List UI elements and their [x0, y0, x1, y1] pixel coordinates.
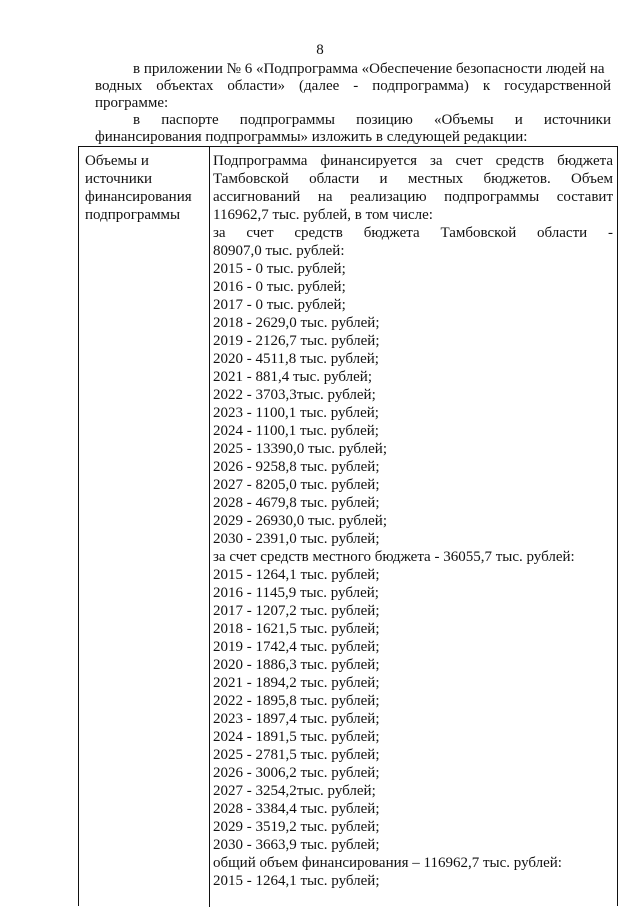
content-line: 2026 - 9258,8 тыс. рублей; — [213, 459, 380, 475]
content-line: 2018 - 2629,0 тыс. рублей; — [213, 315, 380, 331]
label-cell — [85, 152, 205, 224]
content-line: 2023 - 1100,1 тыс. рублей; — [213, 405, 379, 421]
intro-line-1: в приложении № 6 «Подпрограмма «Обеспечение безопасности людей на — [133, 61, 605, 77]
content-line: 2018 - 1621,5 тыс. рублей; — [213, 621, 380, 637]
content-line: 2021 - 881,4 тыс. рублей; — [213, 369, 372, 385]
content-cell — [213, 152, 613, 890]
content-line: 2025 - 2781,5 тыс. рублей; — [213, 747, 380, 763]
content-line: 2029 - 3519,2 тыс. рублей; — [213, 819, 380, 835]
content-line: за счет средств местного бюджета - 36055,7 тыс. рублей: — [213, 549, 575, 565]
content-line: 2023 - 1897,4 тыс. рублей; — [213, 711, 380, 727]
content-line: 2015 - 0 тыс. рублей; — [213, 261, 346, 277]
content-line: общий объем финансирования – 116962,7 тыс. рублей: — [213, 855, 562, 871]
content-line: 2030 - 3663,9 тыс. рублей; — [213, 837, 380, 853]
content-line: 2026 - 3006,2 тыс. рублей; — [213, 765, 380, 781]
intro-line-3: программе: — [95, 95, 169, 111]
content-line: 2020 - 4511,8 тыс. рублей; — [213, 351, 379, 367]
content-line: 2027 - 8205,0 тыс. рублей; — [213, 477, 380, 493]
content-line: 2022 - 1895,8 тыс. рублей; — [213, 693, 380, 709]
intro-line-2: водных объектах области» (далее - подпрограмма) к государственной — [95, 78, 611, 94]
intro-line-4: в паспорте подпрограммы позицию «Объемы и источники — [133, 112, 611, 128]
content-line: 2030 - 2391,0 тыс. рублей; — [213, 531, 380, 547]
content-line: 2028 - 3384,4 тыс. рублей; — [213, 801, 380, 817]
label-line: финансирования — [85, 189, 192, 205]
content-line: Тамбовской области и местных бюджетов. Объем — [213, 171, 613, 187]
passport-table — [78, 146, 618, 906]
content-line: Подпрограмма финансируется за счет средств бюджета — [213, 153, 613, 169]
content-line: 2024 - 1100,1 тыс. рублей; — [213, 423, 379, 439]
content-line: 2024 - 1891,5 тыс. рублей; — [213, 729, 380, 745]
content-line: 2016 - 1145,9 тыс. рублей; — [213, 585, 379, 601]
content-line: ассигнований на реализацию подпрограммы составит — [213, 189, 613, 205]
content-line: 2015 - 1264,1 тыс. рублей; — [213, 567, 380, 583]
column-divider — [209, 147, 210, 907]
content-line: 116962,7 тыс. рублей, в том числе: — [213, 207, 433, 223]
content-line: 2016 - 0 тыс. рублей; — [213, 279, 346, 295]
content-line: 2020 - 1886,3 тыс. рублей; — [213, 657, 380, 673]
content-line: 2027 - 3254,2тыс. рублей; — [213, 783, 376, 799]
content-line: 80907,0 тыс. рублей: — [213, 243, 345, 259]
content-line: за счет средств бюджета Тамбовской области - — [213, 225, 613, 241]
content-line: 2021 - 1894,2 тыс. рублей; — [213, 675, 380, 691]
label-line: подпрограммы — [85, 207, 181, 223]
label-line: Объемы и — [85, 153, 149, 169]
content-line: 2017 - 1207,2 тыс. рублей; — [213, 603, 380, 619]
content-line: 2017 - 0 тыс. рублей; — [213, 297, 346, 313]
content-line: 2028 - 4679,8 тыс. рублей; — [213, 495, 380, 511]
label-line: источники — [85, 171, 153, 187]
content-line: 2015 - 1264,1 тыс. рублей; — [213, 873, 380, 889]
content-line: 2022 - 3703,3тыс. рублей; — [213, 387, 376, 403]
content-line: 2019 - 2126,7 тыс. рублей; — [213, 333, 380, 349]
content-line: 2029 - 26930,0 тыс. рублей; — [213, 513, 387, 529]
intro-line-5: финансирования подпрограммы» изложить в следующей редакции: — [95, 129, 528, 145]
page-number: 8 — [316, 42, 324, 58]
content-line: 2025 - 13390,0 тыс. рублей; — [213, 441, 387, 457]
content-line: 2019 - 1742,4 тыс. рублей; — [213, 639, 380, 655]
